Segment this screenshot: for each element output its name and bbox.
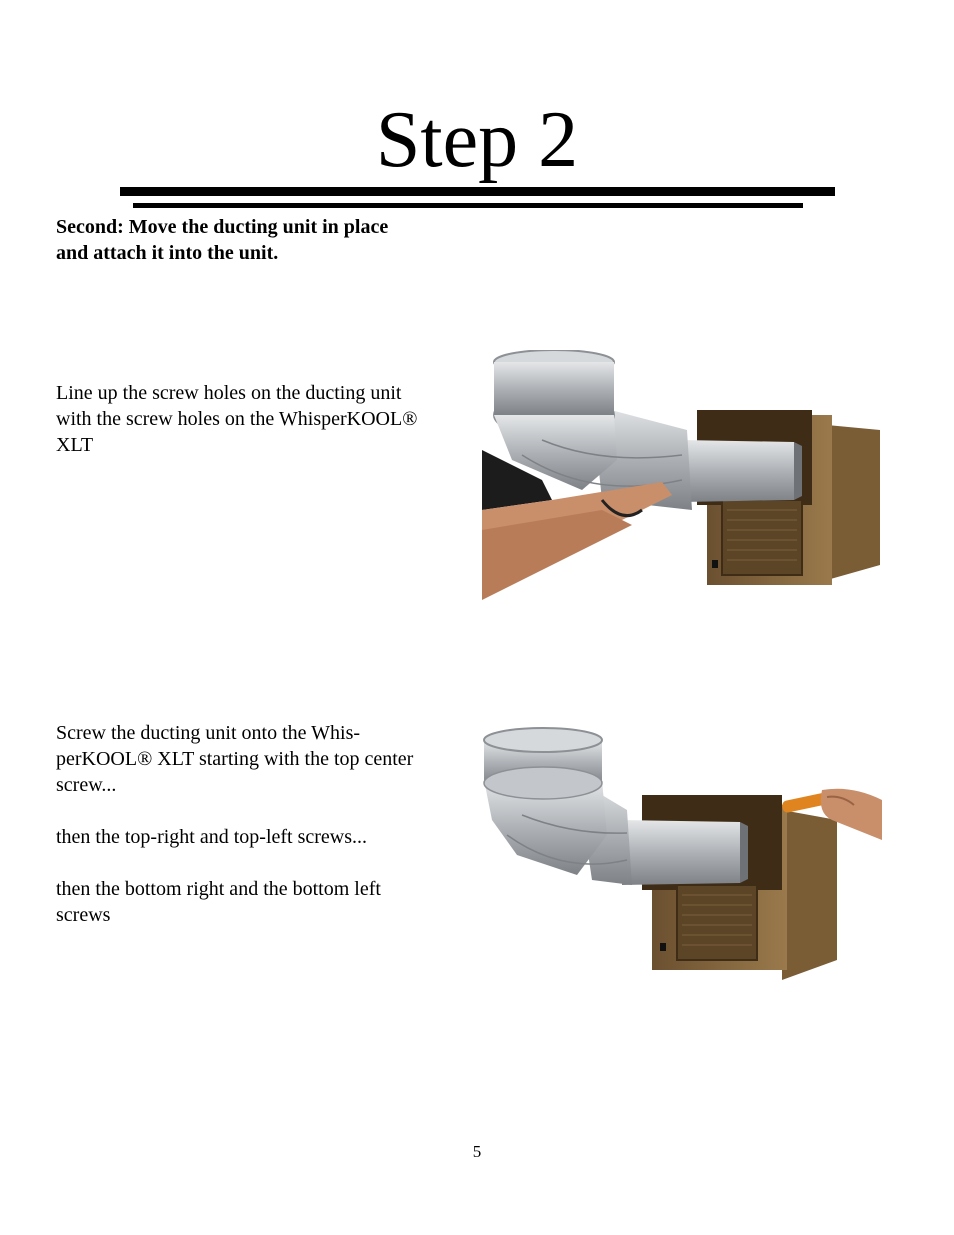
instruction-align	[56, 380, 466, 458]
page-number: 5	[472, 1142, 482, 1161]
text-line: then the top-right and top-left screws...	[56, 826, 368, 848]
page-title: Step 2	[375, 96, 579, 184]
intro-heading	[56, 214, 476, 266]
ducting-unit-screwing-photo	[482, 725, 882, 985]
text-line: XLT	[56, 434, 94, 456]
text-line: then the bottom right and the bottom left	[56, 878, 381, 900]
title-rule-thick	[120, 187, 835, 196]
text-line: Screw the ducting unit onto the Whis-	[56, 722, 361, 744]
intro-line: and attach it into the unit.	[56, 242, 279, 264]
intro-line: Second: Move the ducting unit in place	[56, 216, 389, 238]
text-line: Line up the screw holes on the ducting unit	[56, 382, 402, 404]
text-line: perKOOL® XLT starting with the top center	[56, 748, 414, 770]
text-line: with the screw holes on the WhisperKOOL®	[56, 408, 418, 430]
text-line: screws	[56, 904, 111, 926]
ducting-unit-alignment-photo	[482, 350, 882, 600]
text-line: screw...	[56, 774, 117, 796]
instruction-screw	[56, 720, 466, 928]
title-rule-thin	[133, 203, 803, 208]
